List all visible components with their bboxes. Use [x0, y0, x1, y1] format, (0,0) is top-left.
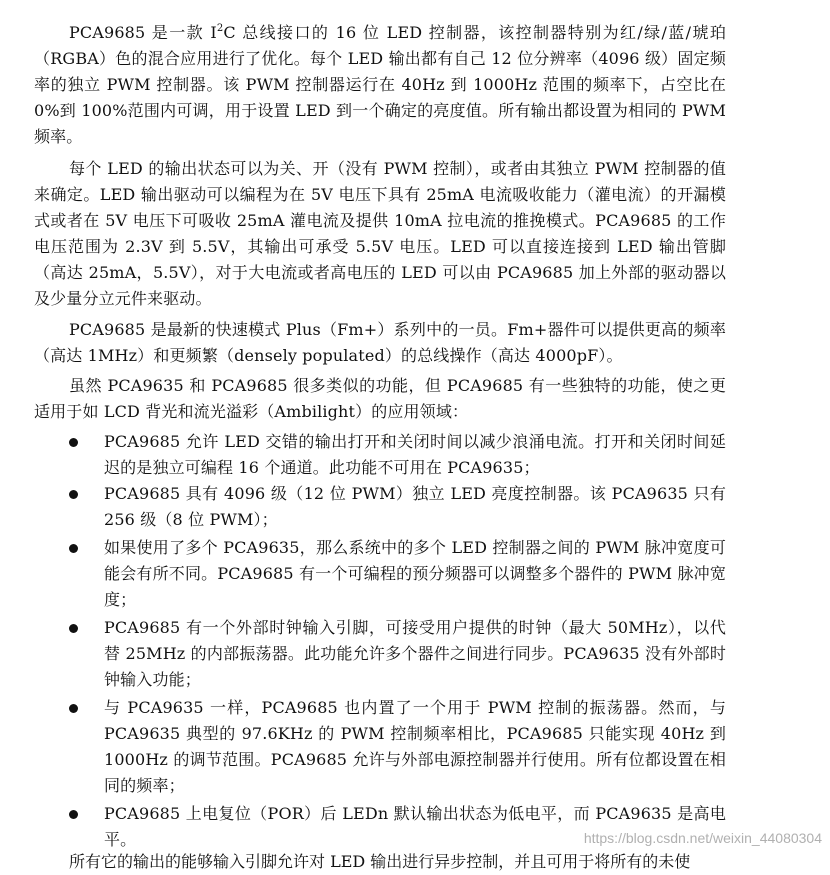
list-item — [104, 615, 726, 693]
list-item — [104, 429, 726, 481]
list-item — [104, 481, 726, 533]
list-item — [104, 535, 726, 613]
list-item-text: PCA9685 上电复位（POR）后 LEDn 默认输出状态为低电平，而 PCA9635 是高电平。 — [104, 804, 726, 849]
cutoff-text-line: 所有它的输出的能够输入引脚允许对 LED 输出进行异步控制，并且可用于将所有的未使 — [69, 852, 691, 871]
bullet-dot-icon — [69, 624, 78, 633]
list-item-text: PCA9685 具有 4096 级（12 位 PWM）独立 LED 亮度控制器。该 PCA9635 只有 256 级（8 位 PWM）； — [104, 484, 726, 529]
list-item-text: PCA9685 允许 LED 交错的输出打开和关闭时间以减少浪涌电流。打开和关闭时间延迟的是独立可编程 16 个通道。此功能不可用在 PCA9635； — [104, 432, 726, 477]
bullet-dot-icon — [69, 544, 78, 553]
bullet-dot-icon — [69, 704, 78, 713]
list-item-text: 与 PCA9635 一样，PCA9685 也内置了一个用于 PWM 控制的振荡器。然而，与 PCA9635 典型的 97.6KHz 的 PWM 控制频率相比，PCA9685 只能实现 40Hz 到 1000Hz 的调节范围。PCA9685 允许与外部电源控制器并行使用。所有位都设置在相同的频率； — [104, 698, 726, 795]
list-item-text: 如果使用了多个 PCA9635，那么系统中的多个 LED 控制器之间的 PWM 脉冲宽度可能会有所不同。PCA9685 有一个可编程的预分频器可以调整多个器件的 PWM 脉冲宽度； — [104, 538, 726, 609]
paragraph-fm-plus: PCA9685 是最新的快速模式 Plus（Fm+）系列中的一员。Fm+器件可以提供更高的频率（高达 1MHz）和更频繁（densely populated）的总线操作（高达 4000pF）。 — [34, 320, 726, 365]
intro-text-after: C 总线接口的 16 位 LED 控制器，该控制器特别为红/绿/蓝/琥珀（RGBA）色的混合应用进行了优化。每个 LED 输出都有自己 12 位分辨率（4096 级）固定频率的独立 PWM 控制器。该 PWM 控制器运行在 40Hz 到 1000Hz 范围的频率下，占空比在 0%到 100%范围内可调，用于设置 LED 到一个确定的亮度值。所有输出都设置为相同的 PWM 频率。 — [34, 23, 726, 146]
feature-list — [0, 429, 830, 853]
bullet-dot-icon — [69, 438, 78, 447]
i2c-superscript: 2 — [216, 23, 224, 34]
bullet-dot-icon — [69, 810, 78, 819]
list-item-text: PCA9685 有一个外部时钟输入引脚，可接受用户提供的时钟（最大 50MHz），以代替 25MHz 的内部振荡器。此功能允许多个器件之间进行同步。PCA9635 没有外部时钟输入功能； — [104, 618, 726, 689]
intro-text-before: PCA9685 是一款 I — [69, 23, 217, 42]
paragraph-output-state: 每个 LED 的输出状态可以为关、开（没有 PWM 控制），或者由其独立 PWM 控制器的值来确定。LED 输出驱动可以编程为在 5V 电压下具有 25mA 电流吸收能力（灌电流）的开漏模式或者在 5V 电压下可吸收 25mA 灌电流及提供 10mA 拉电流的推挽模式。PCA9685 的工作电压范围为 2.3V 到 5.5V，其输出可承受 5.5V 电压。LED 可以直接连接到 LED 输出管脚（高达 25mA，5.5V），对于大电流或者高电压的 LED 可以由 PCA9685 加上外部的驱动器以及少量分立元件来驱动。 — [34, 159, 726, 308]
list-item — [104, 695, 726, 799]
paragraph-intro — [34, 20, 726, 150]
watermark-url: https://blog.csdn.net/weixin_44080304 — [583, 830, 822, 846]
bullet-dot-icon — [69, 490, 78, 499]
paragraph-comparison: 虽然 PCA9635 和 PCA9685 很多类似的功能，但 PCA9685 有一些独特的功能，使之更适用于如 LCD 背光和流光溢彩（Ambilight）的应用领域： — [34, 376, 726, 421]
